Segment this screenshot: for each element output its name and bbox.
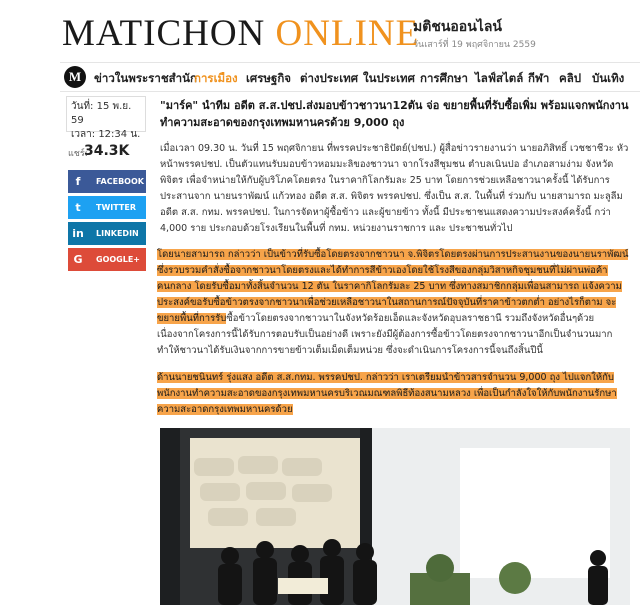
nav-item-lifestyle[interactable]: ไลฟ์สไตล์ <box>475 71 524 85</box>
header-date: วันเสาร์ที่ 19 พฤศจิกายน 2559 <box>413 40 536 50</box>
google-plus-icon: G <box>73 253 83 266</box>
article-title: "มาร์ค" นำทีม อดีต ส.ส.ปชป.ส่งมอบข้าวชาวนา12ตัน จ่อ ขยายพื้นที่รับซื้อเพิ่ม พร้อมแจกพนักงานทำความสะอาดของกรุงเทพมหานครด้วย 9,000 ถุง <box>160 99 629 129</box>
nav-item-entertainment[interactable]: บันเทิง <box>592 71 625 85</box>
paragraph-3-highlight: ด้านนายชนินทร์ รุ่งแสง อดีต ส.ส.กทม. พรรคปชป. กล่าวว่า เราเตรียมนำข้าวสารจำนวน 9,000 ถุง ไปแจกให้กับพนักงานทำความสะอาดของกรุงเทพมหานครบริเวณมณฑลพิธีท้องสนามหลวง เพื่อเป็นกำลังใจให้กับพนักงานรักษาความสะอาดกรุงเทพมหานครด้วย <box>157 372 617 415</box>
facebook-share-button[interactable] <box>68 170 146 193</box>
site-logo[interactable] <box>62 12 419 55</box>
article-date: วันที่: 15 พ.ย. 59 <box>71 101 132 126</box>
article-meta <box>66 96 146 140</box>
share-count: 34.3K <box>84 143 130 159</box>
nav-item-sports[interactable]: กีฬา <box>528 71 550 85</box>
nav-item-foreign[interactable]: ต่างประเทศ <box>300 71 359 85</box>
article-paragraph-2 <box>157 247 629 359</box>
paragraph-2-highlight: โดยนายสามารถ กล่าวว่า เป็นข้าวที่รับซื้อโดยตรงจากชาวนา จ.พิจิตรโดยตรงผ่านการประสานงานของนายนราพัฒน์ ซึ่งรวบรวมคำสั่งซื้อจากชาวนาโดยตรงและได้ทำการสีข้าวเองโดยใช้โรงสีของกลุ่มวิสาหกิจชุมชนที่ไม่ผ่านพ่อค้าคนกลาง โดยรับซื้อมาทั้งสิ้นจำนวน 12 ตัน ในราคากิโลกรัมละ 25 บาท ซึ่งทางสมาชิกกลุ่มเพื่อนสามารถ แจ้งความประสงค์ขอรับซื้อข้าวตรงจากชาวนาเพื่อช่วยเหลือชาวนาในสถานการณ์ปัจจุบันที่ราคาข้าวตกต่ำ อย่างไรก็ตาม จะขยายพื้นที่การรับ <box>157 249 629 324</box>
linkedin-share-label: LINKEDIN <box>96 229 139 238</box>
paragraph-2-rest: ซื้อข้าวโดยตรงจากชาวนาในจังหวัดร้อยเอ็ดและจังหวัดอุบลราชธานี รวมถึงจังหวัดอื่นๆด้วย เนื่องจากโครงการนี้ได้รับการตอบรับเป็นอย่างดี เพราะยังมีผู้ต้องการซื้อข้าวโดยตรงจากชาวนาอีกเป็นจำนวนมากทำให้ชาวนาได้รับเงินจากการขายข้าวเต็มเม็ดเต็มหน่วย ซึ่งจะดำเนินการโครงการนี้จนถึงสิ้นปีนี้ <box>157 313 613 356</box>
nav-item-economy[interactable]: เศรษฐกิจ <box>246 71 292 85</box>
article-paragraph-3 <box>157 370 629 418</box>
logo-text-matichon: MATICHON <box>62 13 266 54</box>
nav-item-politics[interactable]: การเมือง <box>194 71 238 85</box>
logo-thai-text: มติชนออนไลน์ <box>413 19 502 35</box>
nav-item-royal-news[interactable]: ข่าวในพระราชสำนัก <box>94 71 197 85</box>
twitter-share-button[interactable] <box>68 196 146 219</box>
logo-text-online: ONLINE <box>275 13 420 54</box>
main-nav <box>60 62 640 92</box>
twitter-icon: t <box>75 201 81 214</box>
nav-item-education[interactable]: การศึกษา <box>420 71 468 85</box>
google-plus-share-label: GOOGLE+ <box>96 255 140 264</box>
article-paragraph-1: เมื่อเวลา 09.30 น. วันที่ 15 พฤศจิกายน ที่พรรคประชาธิปัตย์(ปชป.) ผู้สื่อข่าวรายงานว่า นายอภิสิทธิ์ เวชชาชีวะ หัวหน้าพรรคปชป. เป็นตัวแทนรับมอบข้าวหอมมะลิของชาวนา จากโรงสีชุมชน ตำบลเนินปอ อำเภอสามง่าม จังหวัดพิจิตร เพื่อจำหน่ายให้กับผู้บริโภคโดยตรง ในราคากิโลกรัมละ 25 บาท โดยการช่วยเหลือชาวนาครั้งนี้ ได้รับการประสานจาก นายนราพัฒน์ แก้วทอง อดีต ส.ส. พิจิตร พรรคปชป. ซึ่งเป็น ส.ส. ในพื้นที่ ร่วมกับ นายสามารถ มะลูลีม อดีต ส.ส. กทม. พรรคปชป. ในการจัดหาผู้ซื้อข้าว และผู้ขายข้าว ทั้งนี้ มีประชาชนแสดงความประสงค์ครั้งนี้ กว่า 4,000 ราย ประกอบด้วยโรงเรียนในพื้นที่ กทม. หน่วยงานราชการ และ ประชาชนทั่วไป <box>160 143 629 234</box>
linkedin-share-button[interactable] <box>68 222 146 245</box>
linkedin-icon: in <box>72 227 84 240</box>
facebook-share-label: FACEBOOK <box>96 177 144 186</box>
article-photo-illustration <box>160 428 630 605</box>
share-label: แชร์: <box>68 149 88 159</box>
nav-item-clips[interactable]: คลิป <box>559 71 582 85</box>
article-photo <box>160 428 630 605</box>
site-header <box>0 0 640 62</box>
nav-logo-icon[interactable]: M <box>64 66 86 88</box>
article-time: เวลา: 12:34 น. <box>71 129 141 140</box>
facebook-icon: f <box>75 175 81 188</box>
nav-item-domestic[interactable]: ในประเทศ <box>363 71 415 85</box>
twitter-share-label: TWITTER <box>96 203 136 212</box>
google-plus-share-button[interactable] <box>68 248 146 271</box>
